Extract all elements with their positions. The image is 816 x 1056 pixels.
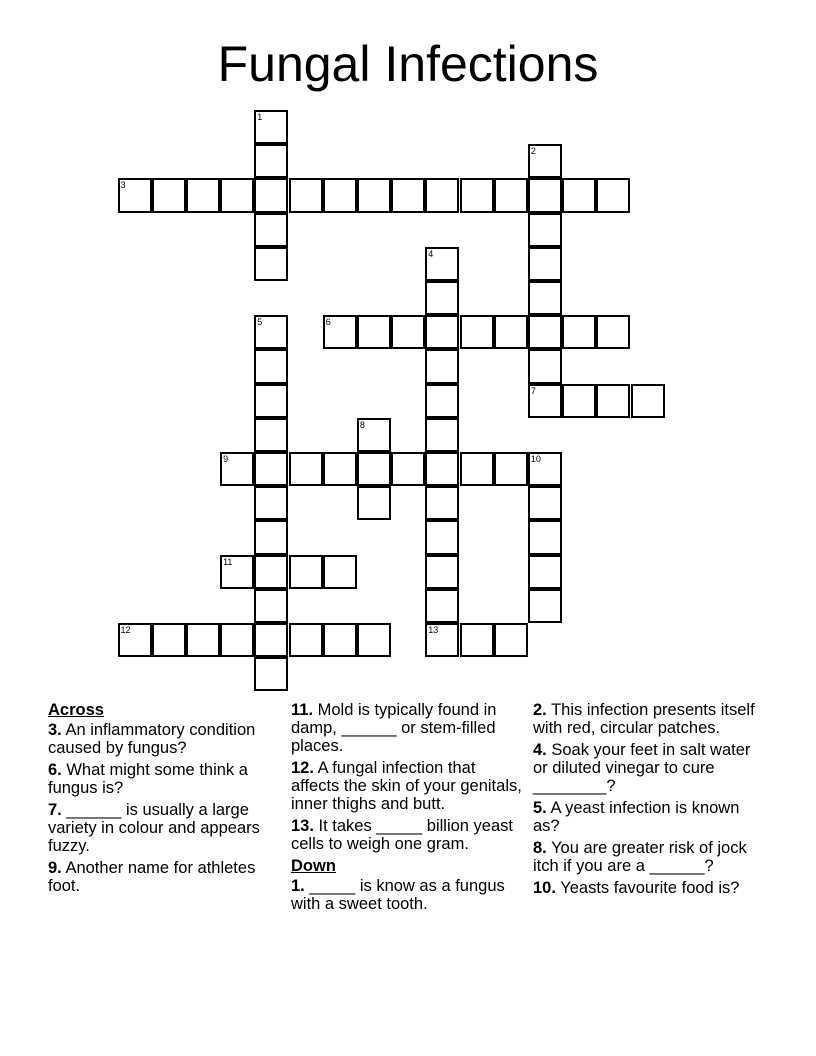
crossword-cell[interactable] (357, 418, 391, 452)
clues-column-2 (291, 701, 523, 917)
crossword-cell[interactable] (425, 623, 459, 657)
clue-text: A yeast infection is known as? (533, 799, 740, 835)
clue-number: 6. (48, 761, 62, 779)
crossword-cell[interactable] (425, 520, 459, 554)
clue-text: What might some think a fungus is? (48, 761, 248, 797)
crossword-cell[interactable] (425, 349, 459, 383)
crossword-cell[interactable] (528, 555, 562, 589)
crossword-cell[interactable] (254, 144, 288, 178)
crossword-cell[interactable] (254, 349, 288, 383)
clue-number-label: 1 (257, 112, 263, 122)
crossword-cell[interactable] (289, 452, 323, 486)
clue-number: 11. (291, 701, 314, 719)
clue-text: _____ is know as a fungus with a sweet tooth. (291, 877, 505, 913)
crossword-cell[interactable] (425, 315, 459, 349)
clue-number-label: 6 (325, 317, 331, 328)
clue-item (48, 761, 284, 797)
clue-text: Mold is typically found in damp, ______ or stem-filled places. (291, 701, 497, 755)
crossword-cell[interactable] (254, 315, 288, 349)
crossword-cell[interactable] (528, 281, 562, 315)
crossword-cell[interactable] (528, 213, 562, 247)
crossword-cell[interactable] (425, 178, 459, 212)
crossword-cell[interactable] (528, 247, 562, 281)
clue-item (291, 877, 523, 913)
crossword-cell[interactable] (254, 384, 288, 418)
crossword-cell[interactable] (528, 144, 562, 178)
crossword-cell[interactable] (323, 315, 357, 349)
clue-text: This infection presents itself with red, circular patches. (533, 701, 755, 737)
crossword-cell[interactable] (254, 657, 288, 691)
crossword-cell[interactable] (254, 452, 288, 486)
clue-number: 5. (533, 799, 547, 817)
clue-number-label: 4 (428, 248, 434, 259)
crossword-cell[interactable] (562, 384, 596, 418)
crossword-cell[interactable] (186, 178, 220, 212)
clue-number-label: 10 (530, 454, 541, 464)
crossword-cell[interactable] (254, 247, 288, 281)
clue-text: Another name for athletes foot. (48, 859, 256, 895)
clue-number: 2. (533, 701, 547, 719)
clue-item (291, 701, 523, 755)
crossword-cell[interactable] (118, 623, 152, 657)
crossword-cell[interactable] (254, 520, 288, 554)
crossword-cell[interactable] (631, 384, 665, 418)
crossword-cell[interactable] (220, 623, 254, 657)
clue-number: 13. (291, 817, 314, 835)
clue-number-label: 5 (257, 317, 263, 328)
clue-number-label: 7 (530, 385, 536, 396)
clues-column-1 (48, 701, 284, 899)
crossword-cell[interactable] (289, 178, 323, 212)
crossword-cell[interactable] (357, 315, 391, 349)
crossword-cell[interactable] (528, 486, 562, 520)
crossword-cell[interactable] (254, 213, 288, 247)
crossword-cell[interactable] (357, 178, 391, 212)
clue-text: An inflammatory condition caused by fungus? (48, 721, 256, 757)
crossword-cell[interactable] (528, 349, 562, 383)
clue-number-label: 3 (120, 180, 126, 191)
clue-number: 12. (291, 759, 314, 777)
crossword-cell[interactable] (425, 247, 459, 281)
crossword-cell[interactable] (391, 315, 425, 349)
clue-number-label: 12 (120, 625, 131, 635)
crossword-cell[interactable] (254, 418, 288, 452)
crossword-cell[interactable] (425, 384, 459, 418)
crossword-cell[interactable] (596, 315, 630, 349)
clue-number-label: 11 (223, 556, 233, 567)
clue-item (291, 759, 523, 813)
crossword-cell[interactable] (562, 315, 596, 349)
crossword-cell[interactable] (323, 555, 357, 589)
clue-text: Yeasts favourite food is? (560, 879, 740, 897)
clue-text: Soak your feet in salt water or diluted vinegar to cure ________? (533, 741, 751, 795)
crossword-cell[interactable] (254, 486, 288, 520)
clue-number: 10. (533, 879, 556, 897)
crossword-cell[interactable] (425, 589, 459, 623)
crossword-cell[interactable] (460, 178, 494, 212)
crossword-cell[interactable] (357, 452, 391, 486)
crossword-cell[interactable] (391, 452, 425, 486)
crossword-cell[interactable] (220, 555, 254, 589)
clue-item (533, 879, 763, 897)
clue-item (48, 721, 284, 757)
clue-item (533, 741, 763, 795)
crossword-cell[interactable] (254, 555, 288, 589)
crossword-cell[interactable] (528, 178, 562, 212)
clue-number: 3. (48, 721, 62, 739)
clue-item (291, 817, 523, 853)
clue-item (48, 859, 284, 895)
clue-number-label: 13 (428, 625, 439, 635)
crossword-cell[interactable] (425, 452, 459, 486)
clue-number: 1. (291, 877, 305, 895)
crossword-cell[interactable] (528, 520, 562, 554)
crossword-cell[interactable] (391, 178, 425, 212)
clue-number: 8. (533, 839, 547, 857)
crossword-cell[interactable] (323, 623, 357, 657)
crossword-cell[interactable] (323, 452, 357, 486)
clues-column-3 (533, 701, 763, 901)
crossword-cell[interactable] (528, 589, 562, 623)
clue-text: It takes _____ billion yeast cells to weigh one gram. (291, 817, 513, 853)
crossword-cell[interactable] (357, 623, 391, 657)
crossword-cell[interactable] (254, 589, 288, 623)
crossword-cell[interactable] (152, 623, 186, 657)
clue-item (48, 801, 284, 855)
crossword-cell[interactable] (596, 384, 630, 418)
clue-number-label: 9 (223, 454, 229, 464)
crossword-cell[interactable] (596, 178, 630, 212)
clue-item (533, 701, 763, 737)
crossword-cell[interactable] (425, 281, 459, 315)
crossword-cell[interactable] (460, 452, 494, 486)
crossword-cell[interactable] (220, 178, 254, 212)
crossword-cell[interactable] (494, 623, 528, 657)
clue-number: 4. (533, 741, 547, 759)
crossword-cell[interactable] (425, 555, 459, 589)
crossword-cell[interactable] (254, 110, 288, 144)
clue-text: A fungal infection that affects the skin of your genitals, inner thighs and butt. (291, 759, 522, 813)
clue-text: ______ is usually a large variety in colour and appears fuzzy. (48, 801, 260, 855)
clue-text: You are greater risk of jock itch if you are a ______? (533, 839, 747, 875)
clue-item (533, 839, 763, 875)
crossword-cell[interactable] (460, 623, 494, 657)
crossword-cell[interactable] (254, 178, 288, 212)
crossword-cell[interactable] (528, 315, 562, 349)
clue-number-label: 8 (359, 419, 365, 430)
crossword-cell[interactable] (425, 486, 459, 520)
crossword-cell[interactable] (528, 452, 562, 486)
clue-number-label: 2 (530, 146, 536, 157)
crossword-cell[interactable] (254, 623, 288, 657)
crossword-cell[interactable] (494, 315, 528, 349)
clue-item (533, 799, 763, 835)
crossword-cell[interactable] (425, 418, 459, 452)
crossword-cell[interactable] (528, 384, 562, 418)
crossword-cell[interactable] (357, 486, 391, 520)
clue-number: 9. (48, 859, 62, 877)
crossword-cell[interactable] (186, 623, 220, 657)
crossword-cell[interactable] (289, 623, 323, 657)
crossword-cell[interactable] (152, 178, 186, 212)
crossword-cell[interactable] (323, 178, 357, 212)
puzzle-title: Fungal Infections (217, 36, 599, 92)
crossword-cell[interactable] (118, 178, 152, 212)
down-heading: Down (291, 857, 336, 875)
crossword-cell[interactable] (494, 178, 528, 212)
crossword-cell[interactable] (494, 452, 528, 486)
crossword-cell[interactable] (460, 315, 494, 349)
clue-number: 7. (48, 801, 62, 819)
crossword-cell[interactable] (289, 555, 323, 589)
across-heading: Across (48, 701, 104, 719)
crossword-cell[interactable] (220, 452, 254, 486)
crossword-cell[interactable] (562, 178, 596, 212)
